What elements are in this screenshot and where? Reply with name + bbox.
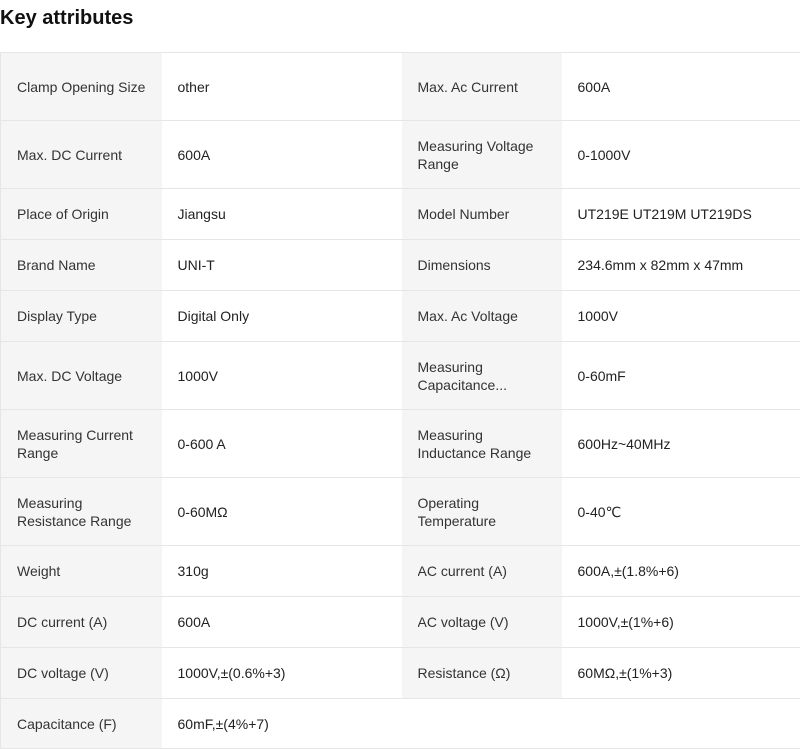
table-row (1, 189, 800, 240)
attribute-value: UNI-T (162, 240, 402, 291)
attribute-name: Model Number (402, 189, 562, 240)
attribute-name: AC voltage (V) (402, 597, 562, 648)
attribute-name: DC current (A) (1, 597, 162, 648)
attribute-name: Brand Name (1, 240, 162, 291)
attribute-value: 600A,±(1.8%+6) (562, 546, 800, 597)
attribute-value: 60MΩ,±(1%+3) (562, 648, 800, 699)
attribute-name: Clamp Opening Size (1, 53, 162, 121)
attribute-name: Place of Origin (1, 189, 162, 240)
attribute-value: 600A (562, 53, 800, 121)
attribute-value: 0-1000V (562, 121, 800, 189)
attribute-name: Measuring Capacitance... (402, 342, 562, 410)
attribute-name: Capacitance (F) (1, 699, 162, 749)
section-title: Key attributes (0, 6, 133, 30)
table-row (1, 53, 800, 121)
attribute-value: 234.6mm x 82mm x 47mm (562, 240, 800, 291)
attribute-value: 310g (162, 546, 402, 597)
empty-cell (402, 699, 562, 749)
attribute-value: 600A (162, 121, 402, 189)
attribute-value: Digital Only (162, 291, 402, 342)
attribute-value: 60mF,±(4%+7) (162, 699, 402, 749)
attribute-value: 0-60mF (562, 342, 800, 410)
table-row (1, 478, 800, 546)
attribute-name: Measuring Inductance Range (402, 410, 562, 478)
empty-cell (562, 699, 800, 749)
attribute-value: UT219E UT219M UT219DS (562, 189, 800, 240)
attribute-name: Measuring Current Range (1, 410, 162, 478)
attribute-value: 600A (162, 597, 402, 648)
attribute-name: Measuring Voltage Range (402, 121, 562, 189)
attribute-value: 1000V,±(0.6%+3) (162, 648, 402, 699)
attribute-value: 0-600 A (162, 410, 402, 478)
attribute-name: Measuring Resistance Range (1, 478, 162, 546)
attribute-name: Max. DC Voltage (1, 342, 162, 410)
table-row (1, 546, 800, 597)
table-row (1, 121, 800, 189)
table-row (1, 240, 800, 291)
attribute-name: Weight (1, 546, 162, 597)
attribute-value: other (162, 53, 402, 121)
attribute-name: Operating Temperature (402, 478, 562, 546)
table-row (1, 291, 800, 342)
table-row (1, 648, 800, 699)
attribute-value: 0-60MΩ (162, 478, 402, 546)
table-row (1, 342, 800, 410)
attribute-name: Dimensions (402, 240, 562, 291)
table-row (1, 699, 800, 749)
attribute-value: 600Hz~40MHz (562, 410, 800, 478)
attribute-name: Max. Ac Current (402, 53, 562, 121)
key-attributes-table (0, 52, 800, 749)
attribute-value: 1000V (162, 342, 402, 410)
table-row (1, 410, 800, 478)
attribute-name: Max. Ac Voltage (402, 291, 562, 342)
attribute-value: 0-40℃ (562, 478, 800, 546)
attribute-name: Max. DC Current (1, 121, 162, 189)
attribute-value: Jiangsu (162, 189, 402, 240)
attribute-value: 1000V (562, 291, 800, 342)
attribute-name: AC current (A) (402, 546, 562, 597)
table-row (1, 597, 800, 648)
attribute-name: Resistance (Ω) (402, 648, 562, 699)
attribute-name: Display Type (1, 291, 162, 342)
attribute-name: DC voltage (V) (1, 648, 162, 699)
attribute-value: 1000V,±(1%+6) (562, 597, 800, 648)
